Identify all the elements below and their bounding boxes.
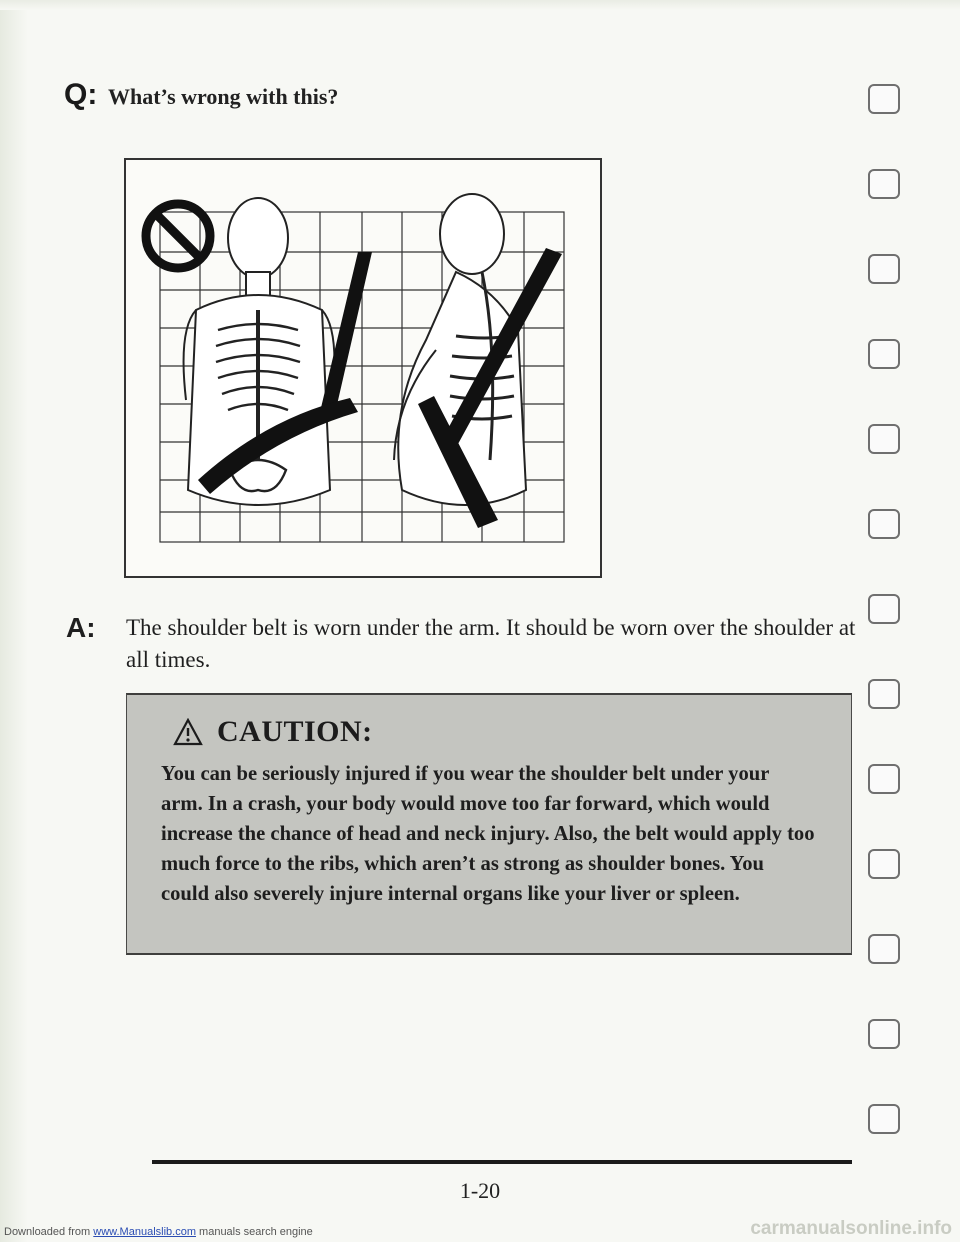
page-edge-shadow	[0, 0, 28, 1242]
chapter-tab[interactable]	[868, 339, 900, 369]
chapter-tab[interactable]	[868, 84, 900, 114]
chapter-tab[interactable]	[868, 1104, 900, 1134]
caution-title: CAUTION:	[217, 715, 373, 748]
chapter-tab[interactable]	[868, 1019, 900, 1049]
caution-box	[126, 693, 852, 955]
manualslib-link[interactable]: www.Manualslib.com	[93, 1226, 196, 1238]
chapter-tab[interactable]	[868, 934, 900, 964]
question-label: Q:	[64, 78, 98, 111]
caution-text: You can be seriously injured if you wear the shoulder belt under your arm. In a crash, your body would move too far forward, which would increase the chance of head and neck injury. Also, the belt would apply too much force to the ribs, which aren’t as strong as shoulder bones. You could also severely injure internal organs like your liver or spleen.	[161, 763, 815, 905]
footer-rule	[152, 1160, 852, 1164]
page-top-shadow	[0, 0, 960, 10]
chapter-tab[interactable]	[868, 849, 900, 879]
chapter-tab[interactable]	[868, 764, 900, 794]
chapter-tab[interactable]	[868, 594, 900, 624]
answer-text: The shoulder belt is worn under the arm. It should be worn over the shoulder at all times.	[126, 615, 856, 672]
question-text: What’s wrong with this?	[108, 84, 339, 109]
chapter-tab[interactable]	[868, 254, 900, 284]
answer	[66, 612, 856, 676]
seatbelt-illustration	[124, 158, 602, 578]
answer-label: A:	[66, 612, 96, 643]
download-suffix: manuals search engine	[195, 1226, 313, 1238]
caution-header	[173, 715, 815, 749]
chapter-tabs	[868, 84, 908, 1184]
chapter-tab[interactable]	[868, 509, 900, 539]
chapter-tab[interactable]	[868, 424, 900, 454]
watermark: carmanualsonline.info	[750, 1218, 952, 1239]
seatbelt-illustration-svg	[126, 160, 600, 576]
download-banner	[4, 1226, 313, 1238]
page-number: 1-20	[459, 1178, 501, 1203]
warning-triangle-icon	[173, 718, 203, 746]
chapter-tab[interactable]	[868, 169, 900, 199]
question	[64, 78, 338, 112]
chapter-tab[interactable]	[868, 679, 900, 709]
download-prefix: Downloaded from	[4, 1226, 94, 1238]
front-belt	[320, 252, 372, 418]
